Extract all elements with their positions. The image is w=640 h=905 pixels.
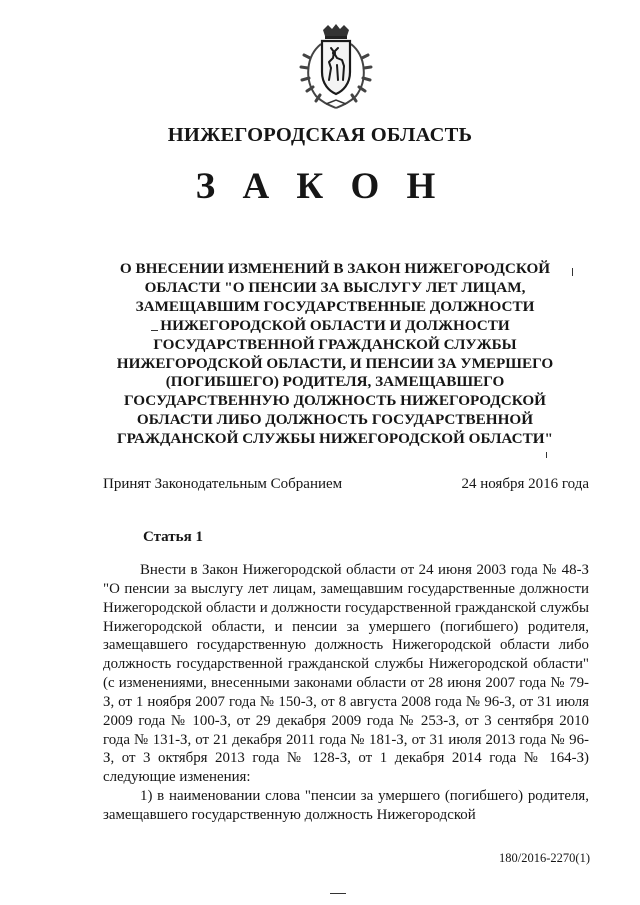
document-type-heading: З А К О Н [195,166,445,207]
title-line: (ПОГИБШЕГО) РОДИТЕЛЯ, ЗАМЕЩАВШЕГО [165,373,505,391]
document-number: 180/2016-2270(1) [499,851,590,865]
scan-mark [572,268,573,276]
title-line: ОБЛАСТИ ЛИБО ДОЛЖНОСТЬ ГОСУДАРСТВЕННОЙ [136,411,534,429]
scan-mark [546,452,547,458]
law-title [110,260,560,449]
title-line: ГОСУДАРСТВЕННУЮ ДОЛЖНОСТЬ НИЖЕГОРОДСКОЙ [124,392,546,410]
adoption-statement: Принят Законодательным Собранием [103,476,343,492]
coat-of-arms-icon [298,24,374,110]
title-line: ОБЛАСТИ "О ПЕНСИИ ЗА ВЫСЛУГУ ЛЕТ ЛИЦАМ, [144,278,526,296]
title-line: НИЖЕГОРОДСКОЙ ОБЛАСТИ И ДОЛЖНОСТИ [160,316,510,334]
article-paragraph: 1) в наименовании слова "пенсии за умершего (погибшего) родителя, замещавшего государственную должность Нижегородской [103,788,589,823]
region-heading: НИЖЕГОРОДСКАЯ ОБЛАСТЬ [167,124,473,146]
title-line: ГОСУДАРСТВЕННОЙ ГРАЖДАНСКОЙ СЛУЖБЫ [153,335,517,353]
scan-mark [151,330,158,331]
title-line: ЗАМЕЩАВШИМ ГОСУДАРСТВЕННЫЕ ДОЛЖНОСТИ [135,297,535,315]
article-heading: Статья 1 [143,529,203,545]
adoption-date: 24 ноября 2016 года [461,476,589,492]
article-paragraph: Внести в Закон Нижегородской области от 24 июня 2003 года № 48-З "О пенсии за выслугу лет лицам, замещавшим государственные должности Нижегородской области и должности государственной гражданской службы Нижегородской области, и пенсии за умершего (погибшего) родителя, замещавшего государственную должность Нижегородской области либо должность государственной гражданской службы Нижегородской области" (с изменениями, внесенными законами области от 28 июня 2007 года № 79-З, от 1 ноября 2007 года № 150-З, от 8 августа 2008 года № 96-З, от 31 июля 2009 года № 100-З, от 29 декабря 2009 года № 253-З, от 3 сентября 2010 года № 131-З, от 21 декабря 2011 года № 181-З, от 31 июля 2013 года № 96-З, от 3 октября 2013 года № 128-З, от 1 декабря 2014 года № 164-З) следующие изменения: [103,562,589,786]
title-line: НИЖЕГОРОДСКОЙ ОБЛАСТИ, И ПЕНСИИ ЗА УМЕРШЕГО [116,354,554,372]
scan-mark [330,893,346,894]
title-line: ГРАЖДАНСКОЙ СЛУЖБЫ НИЖЕГОРОДСКОЙ ОБЛАСТИ" [117,430,553,448]
title-line: О ВНЕСЕНИИ ИЗМЕНЕНИЙ В ЗАКОН НИЖЕГОРОДСКОЙ [119,260,551,277]
article-body [103,561,589,825]
